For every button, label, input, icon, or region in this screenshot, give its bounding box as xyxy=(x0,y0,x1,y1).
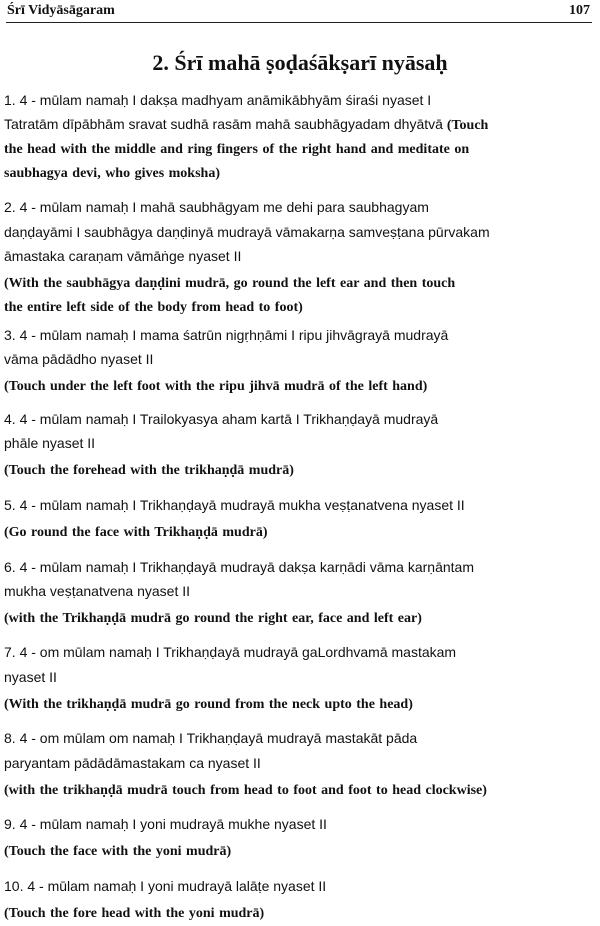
sanskrit-line: 2. 4 - mūlam namaḥ I mahā saubhāgyam me dehi para saubhagyam xyxy=(4,199,429,216)
sanskrit-line: paryantam pādādāmastakam ca nyaset II xyxy=(4,754,261,771)
sanskrit-line: 10. 4 - mūlam namaḥ I yoni mudrayā lalāṭe nyaset II xyxy=(4,877,327,894)
running-header xyxy=(7,1,590,21)
translation-line: (with the trikhaṇḍā mudrā touch from head to foot and foot to head clockwise) xyxy=(4,782,487,798)
sanskrit-line: 5. 4 - mūlam namaḥ I Trikhaṇḍayā mudrayā mukha veṣṭanatvena nyaset II xyxy=(4,496,465,513)
sanskrit-line: nyaset II xyxy=(4,668,57,685)
nyasa-entry xyxy=(4,640,596,716)
page-number: 107 xyxy=(569,3,590,18)
nyasa-entry xyxy=(4,407,596,483)
translation-line: (Touch the fore head with the yoni mudrā) xyxy=(4,906,265,922)
sanskrit-line: 9. 4 - mūlam namaḥ I yoni mudrayā mukhe nyaset II xyxy=(4,816,327,833)
sanskrit-line: phāle nyaset II xyxy=(4,435,96,452)
sanskrit-line: Tatratām dīpābhām sravat sudhā rasām mahā saubhāgyadam dhyātvā (Touch xyxy=(4,116,489,134)
nyasa-entry xyxy=(4,812,596,864)
sanskrit-line: 6. 4 - mūlam namaḥ I Trikhaṇḍayā mudrayā dakṣa karṇādi vāma karṇāntam xyxy=(4,558,475,575)
section-title: 2. Śrī mahā ṣoḍaśākṣarī nyāsaḥ xyxy=(152,50,448,75)
translation-line: (Go round the face with Trikhaṇḍā mudrā) xyxy=(4,525,268,541)
translation-line: (Touch the face with the yoni mudrā) xyxy=(4,844,232,860)
sanskrit-line: mukha veṣṭanatvena nyaset II xyxy=(4,582,190,599)
book-title: Śrī Vidyāsāgaram xyxy=(7,3,115,18)
translation-line: (With the trikhaṇḍā mudrā go round from the neck upto the head) xyxy=(4,696,413,712)
sanskrit-line: 1. 4 - mūlam namaḥ I dakṣa madhyam anāmikābhyām śiraśi nyaset I xyxy=(4,92,432,108)
sanskrit-line: daṇḍayāmi I saubhāgya daṇḍinyā mudrayā vāmakarṇa samveṣṭana pūrvakam xyxy=(4,223,490,240)
nyasa-entry xyxy=(4,88,596,185)
nyasa-entry xyxy=(4,726,596,802)
translation-line: (With the saubhāgya daṇḍini mudrā, go round the left ear and then touch xyxy=(4,276,456,292)
translation-line: (Touch xyxy=(446,118,489,134)
sanskrit-line: āmastaka caraṇam vāmāṅge nyaset II xyxy=(4,247,242,264)
translation-line: (Touch the forehead with the trikhaṇḍā mudrā) xyxy=(4,463,294,479)
nyasa-entry xyxy=(4,555,596,631)
header-rule xyxy=(6,22,592,23)
translation-line: saubhagya devi, who gives moksha) xyxy=(4,165,220,181)
nyasa-entry xyxy=(4,195,596,319)
sanskrit-line: 4. 4 - mūlam namaḥ I Trailokyasya aham kartā I Trikhaṇḍayā mudrayā xyxy=(4,410,439,427)
sanskrit-line: 7. 4 - om mūlam namaḥ I Trikhaṇḍayā mudrayā gaLordhvamā mastakam xyxy=(4,644,457,661)
page-body xyxy=(4,88,596,926)
sanskrit-line: 8. 4 - om mūlam om namaḥ I Trikhaṇḍayā mudrayā mastakāt pāda xyxy=(4,730,418,747)
nyasa-entry xyxy=(4,323,596,399)
sanskrit-line: 3. 4 - mūlam namaḥ I mama śatrūn nigṛhṇāmi I ripu jihvāgrayā mudrayā xyxy=(4,327,449,344)
nyasa-entry xyxy=(4,493,596,545)
translation-line: (Touch under the left foot with the ripu jihvā mudrā of the left hand) xyxy=(4,379,428,395)
nyasa-entry xyxy=(4,874,596,926)
translation-line: the head with the middle and ring fingers of the right hand and meditate on xyxy=(4,142,470,158)
translation-line: the entire left side of the body from head to foot) xyxy=(4,299,303,315)
translation-line: (with the Trikhaṇḍā mudrā go round the right ear, face and left ear) xyxy=(4,610,422,626)
sanskrit-line: vāma pādādho nyaset II xyxy=(4,351,154,368)
